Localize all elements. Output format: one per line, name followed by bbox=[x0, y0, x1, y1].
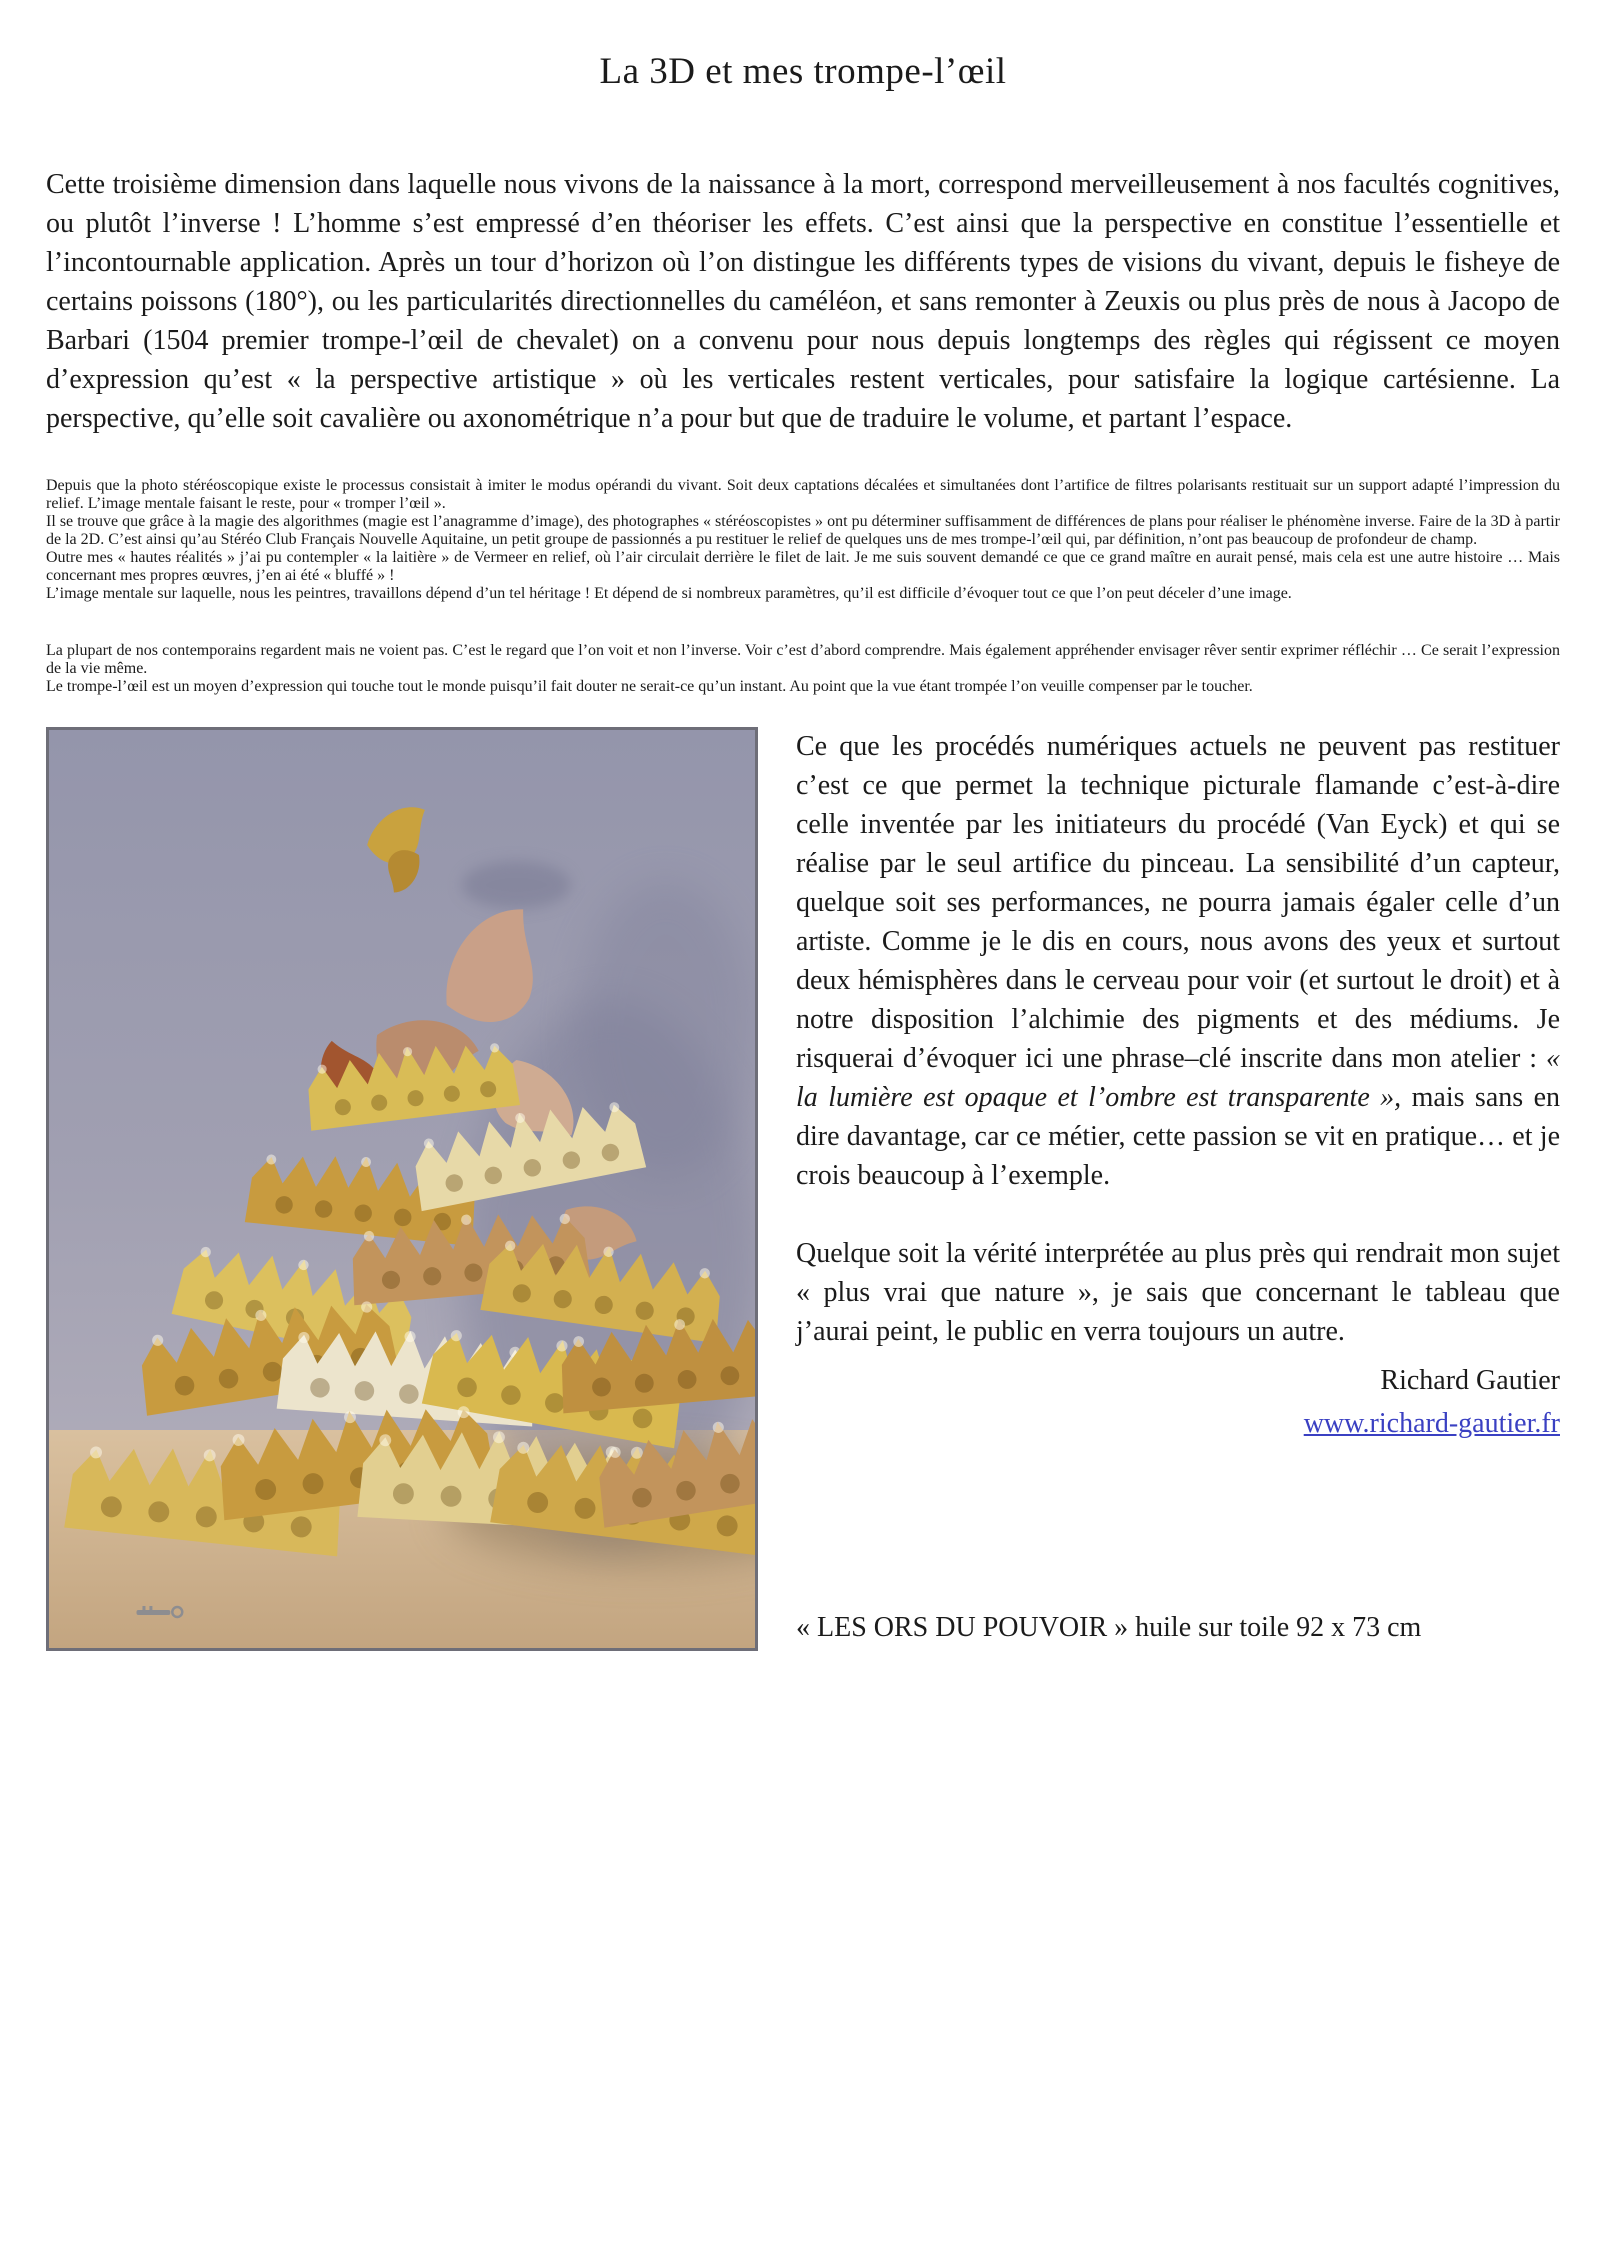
right-paragraph-technique bbox=[796, 727, 1560, 1195]
painting-les-ors-du-pouvoir bbox=[46, 727, 758, 1651]
page-title: La 3D et mes trompe-l’œil bbox=[599, 51, 1007, 92]
paragraph-stereo-2: Il se trouve que grâce à la magie des algorithmes (magie est l’anagramme d’image), des photographes « stéréoscopistes » ont pu déterminer suffisamment de différences de plans pour réaliser le phénomène inverse. Faire de la 3D à partir de la 2D. C’est ainsi qu’au Stéréo Club Français Nouvelle Aquitaine, un petit groupe de passionnés a pu restituer le relief de quelques uns de mes trompe-l’œil qui, par définition, n’ont pas beaucoup de profondeur de champ. bbox=[46, 513, 1560, 548]
paragraph-regard-1: La plupart de nos contemporains regardent mais ne voient pas. C’est le regard que l’on voit et non l’inverse. Voir c’est d’abord comprendre. Mais également appréhender envisager rêver sentir exprimer réfléchir … Ce serait l’expression de la vie même. bbox=[46, 642, 1560, 677]
paragraph-regard-group bbox=[46, 642, 1560, 696]
paragraph-stereo-group bbox=[46, 477, 1560, 603]
paragraph-regard-2: Le trompe-l’œil est un moyen d’expression qui touche tout le monde puisqu’il fait douter ne serait-ce qu’un instant. Au point que la vue étant trompée l’on veuille compenser par le toucher. bbox=[46, 678, 1253, 695]
right-paragraph-verite: Quelque soit la vérité interprétée au plus près qui rendrait mon sujet « plus vrai que nature », je sais que concernant le tableau que j’aurai peint, le public en verra toujours un autre. bbox=[796, 1238, 1560, 1347]
author-signature: Richard Gautier bbox=[1380, 1365, 1560, 1396]
paragraph-stereo-1: Depuis que la photo stéréoscopique existe le processus consistait à imiter le modus opérandi du vivant. Soit deux captations décalées et simultanées dont l’artifice de filtres polarisants restituait sur un support adapté l’impression du relief. L’image mentale faisant le reste, pour « tromper l’œil ». bbox=[46, 477, 1560, 512]
website-link[interactable]: www.richard-gautier.fr bbox=[1303, 1408, 1560, 1439]
painting-image bbox=[49, 730, 755, 1648]
paragraph-stereo-4: L’image mentale sur laquelle, nous les peintres, travaillons dépend d’un tel héritage ! Et dépend de si nombreux paramètres, qu’il est difficile d’évoquer tout ce que l’on peut déceler d’une image. bbox=[46, 585, 1292, 602]
media-section bbox=[46, 727, 1560, 1651]
paragraph-stereo-3: Outre mes « hautes réalités » j’ai pu contempler « la laitière » de Vermeer en relief, où l’air circulait derrière le filet de lait. Je me suis souvent demandé ce que ce grand maître en aurait pensé, mais cela est une autre histoire … Mais concernant mes propres œuvres, j’en ai été « bluffé » ! bbox=[46, 549, 1560, 584]
right-column bbox=[796, 727, 1560, 1651]
paragraph-intro: Cette troisième dimension dans laquelle nous vivons de la naissance à la mort, correspond merveilleusement à nos facultés cognitives, ou plutôt l’inverse ! L’homme s’est empressé d’en théoriser les effets. C’est ainsi que la perspective en constitue l’essentielle et l’incontournable application. Après un tour d’horizon où l’on distingue les différents types de visions du vivant, depuis le fisheye de certains poissons (180°), ou les particularités directionnelles du caméléon, et sans remonter à Zeuxis ou plus près de nous à Jacopo de Barbari (1504 premier trompe-l’œil de chevalet) on a convenu pour nous depuis longtemps des règles qui régissent ce moyen d’expression qu’est « la perspective artistique » où les verticales restent verticales, pour satisfaire la logique cartésienne. La perspective, qu’elle soit cavalière ou axonométrique n’a pour but que de traduire le volume, et partant l’espace. bbox=[46, 169, 1560, 434]
painting-caption: « LES ORS DU POUVOIR » huile sur toile 92 x 73 cm bbox=[796, 1612, 1422, 1643]
technique-text-start: Ce que les procédés numériques actuels ne peuvent pas restituer c’est ce que permet la technique picturale flamande c’est-à-dire celle inventée par les initiateurs du procédé (Van Eyck) et qui se réalise par le seul artifice du pinceau. La sensibilité d’un capteur, quelque soit ses performances, ne pourra jamais égaler celle d’un artiste. Comme je le dis en cours, nous avons des yeux et surtout deux hémisphères dans le cerveau pour voir (et surtout le droit) et à notre disposition l’alchimie des pigments et des médiums. Je risquerai d’évoquer ici une phrase–clé inscrite dans mon atelier : bbox=[796, 731, 1560, 1074]
atelier-quote-italic: « la lumière est opaque et l’ombre est transparente », bbox=[796, 1043, 1560, 1113]
technique-text-end: mais sans en dire davantage, car ce métier, cette passion se vit en pratique… et je crois beaucoup à l’exemple. bbox=[796, 1082, 1560, 1191]
